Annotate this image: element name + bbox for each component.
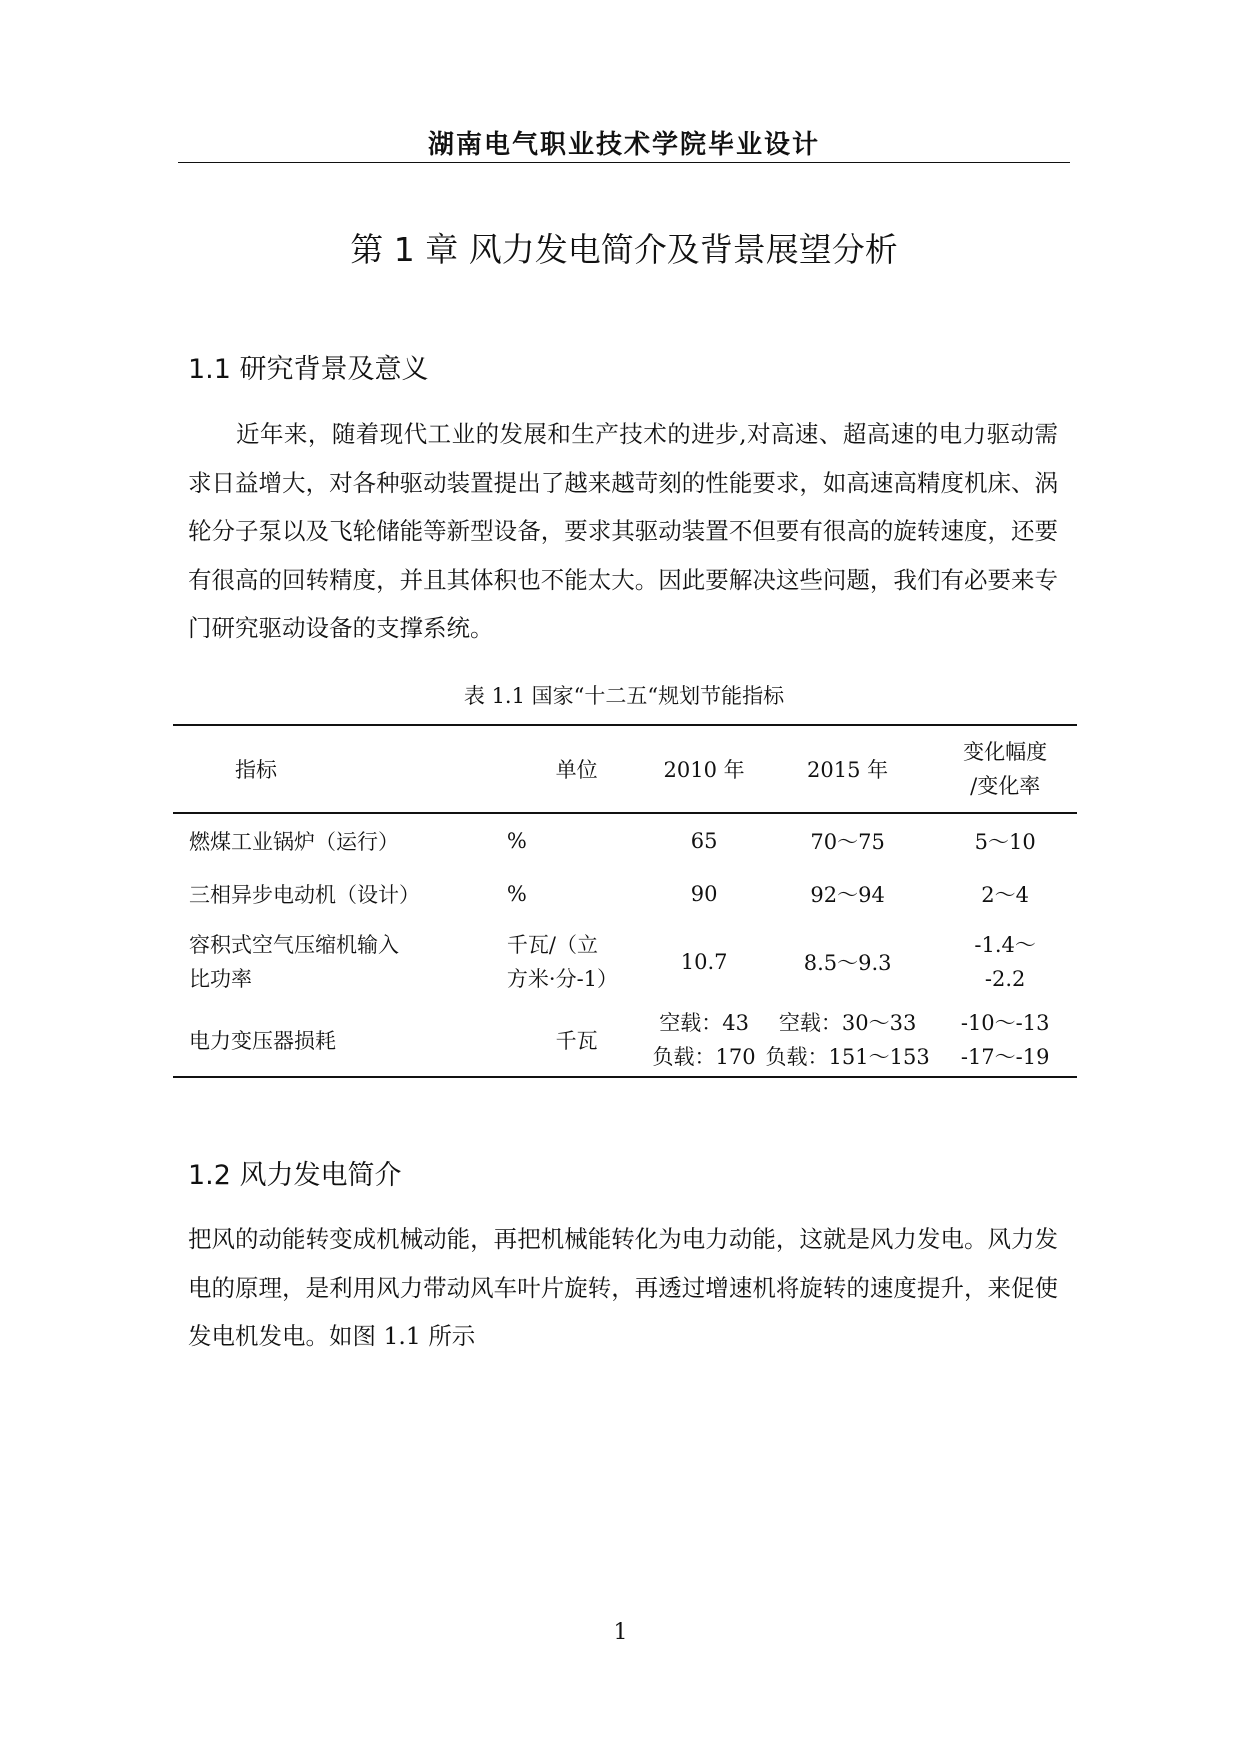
cell-change xyxy=(933,1004,1077,1077)
cell-2015: 70～75 xyxy=(810,829,885,854)
table-row xyxy=(173,920,1077,1004)
table-row xyxy=(173,867,1077,920)
cell-2010: 10.7 xyxy=(680,950,728,974)
cell-change xyxy=(933,920,1077,1004)
cell-2015: 92～94 xyxy=(810,882,885,907)
cell-2010-line2: 负载：170 xyxy=(652,1045,756,1069)
cell-indicator: 燃煤工业锅炉（运行） xyxy=(189,829,399,854)
cell-unit: % xyxy=(506,881,527,906)
section-1-2-paragraph: 把风的动能转变成机械动能，再把机械能转化为电力动能，这就是风力发电。风力发电的原理，是利用风力带动风车叶片旋转，再透过增速机将旋转的速度提升，来促使发电机发电。如图 1.1 所示 xyxy=(188,1225,1058,1350)
cell-change-line2: -2.2 xyxy=(984,967,1026,991)
cell-unit-line2: 方米·分-1） xyxy=(506,967,619,991)
header-change xyxy=(933,725,1077,813)
cell-change-line1: -10～-13 xyxy=(960,1011,1050,1035)
cell-2015: 8.5～9.3 xyxy=(803,951,892,975)
cell-change: 5～10 xyxy=(974,829,1036,854)
cell-2015 xyxy=(762,1004,933,1077)
header-2010: 2010 年 xyxy=(663,758,745,782)
cell-2010 xyxy=(646,1004,762,1077)
table-row xyxy=(173,813,1077,867)
cell-2015-line1: 空载：30～33 xyxy=(778,1011,917,1035)
cell-change-line1: -1.4～ xyxy=(974,933,1036,957)
page-number: 1 xyxy=(613,1620,628,1645)
header-divider xyxy=(178,162,1070,163)
table-row xyxy=(173,1004,1077,1077)
cell-change-line2: -17～-19 xyxy=(960,1045,1050,1069)
energy-saving-indicators-table xyxy=(173,724,1077,1078)
header-unit: 单位 xyxy=(555,758,598,782)
section-heading-1-2: 1.2 风力发电简介 xyxy=(188,1160,402,1191)
table-caption: 表 1.1 国家“十二五“规划节能指标 xyxy=(463,684,785,708)
running-header: 湖南电气职业技术学院毕业设计 xyxy=(427,130,820,160)
cell-2015-line2: 负载：151～153 xyxy=(765,1045,930,1069)
cell-change: 2～4 xyxy=(981,882,1030,907)
cell-unit: % xyxy=(506,828,527,853)
table-header-row xyxy=(173,725,1077,813)
cell-2010-line1: 空载：43 xyxy=(659,1011,749,1035)
cell-indicator-line1: 容积式空气压缩机输入 xyxy=(189,933,399,957)
header-change-line2: /变化率 xyxy=(970,774,1041,798)
cell-2010: 65 xyxy=(690,828,718,853)
cell-indicator: 三相异步电动机（设计） xyxy=(189,882,420,907)
section-heading-1-1: 1.1 研究背景及意义 xyxy=(188,354,429,385)
chapter-title: 第 1 章 风力发电简介及背景展望分析 xyxy=(350,230,898,269)
cell-2010: 90 xyxy=(690,881,718,906)
header-change-line1: 变化幅度 xyxy=(963,740,1048,764)
cell-unit-line1: 千瓦/（立 xyxy=(506,933,598,957)
cell-indicator xyxy=(173,920,507,1004)
cell-indicator: 电力变压器损耗 xyxy=(189,1029,336,1053)
header-indicator: 指标 xyxy=(235,758,277,782)
cell-unit xyxy=(507,920,646,1004)
header-2015: 2015 年 xyxy=(807,758,889,782)
cell-indicator-line2: 比功率 xyxy=(189,967,252,991)
cell-unit: 千瓦 xyxy=(555,1029,598,1053)
section-1-1-paragraph: 近年来，随着现代工业的发展和生产技术的进步,对高速、超高速的电力驱动需求日益增大，对各种驱动装置提出了越来越苛刻的性能要求，如高速高精度机床、涡轮分子泵以及飞轮储能等新型设备，要求其驱动装置不但要有很高的旋转速度，还要有很高的回转精度，并且其体积也不能太大。因此要解决这些问题，我们有必要来专门研究驱动设备的支撑系统。 xyxy=(188,420,1058,642)
